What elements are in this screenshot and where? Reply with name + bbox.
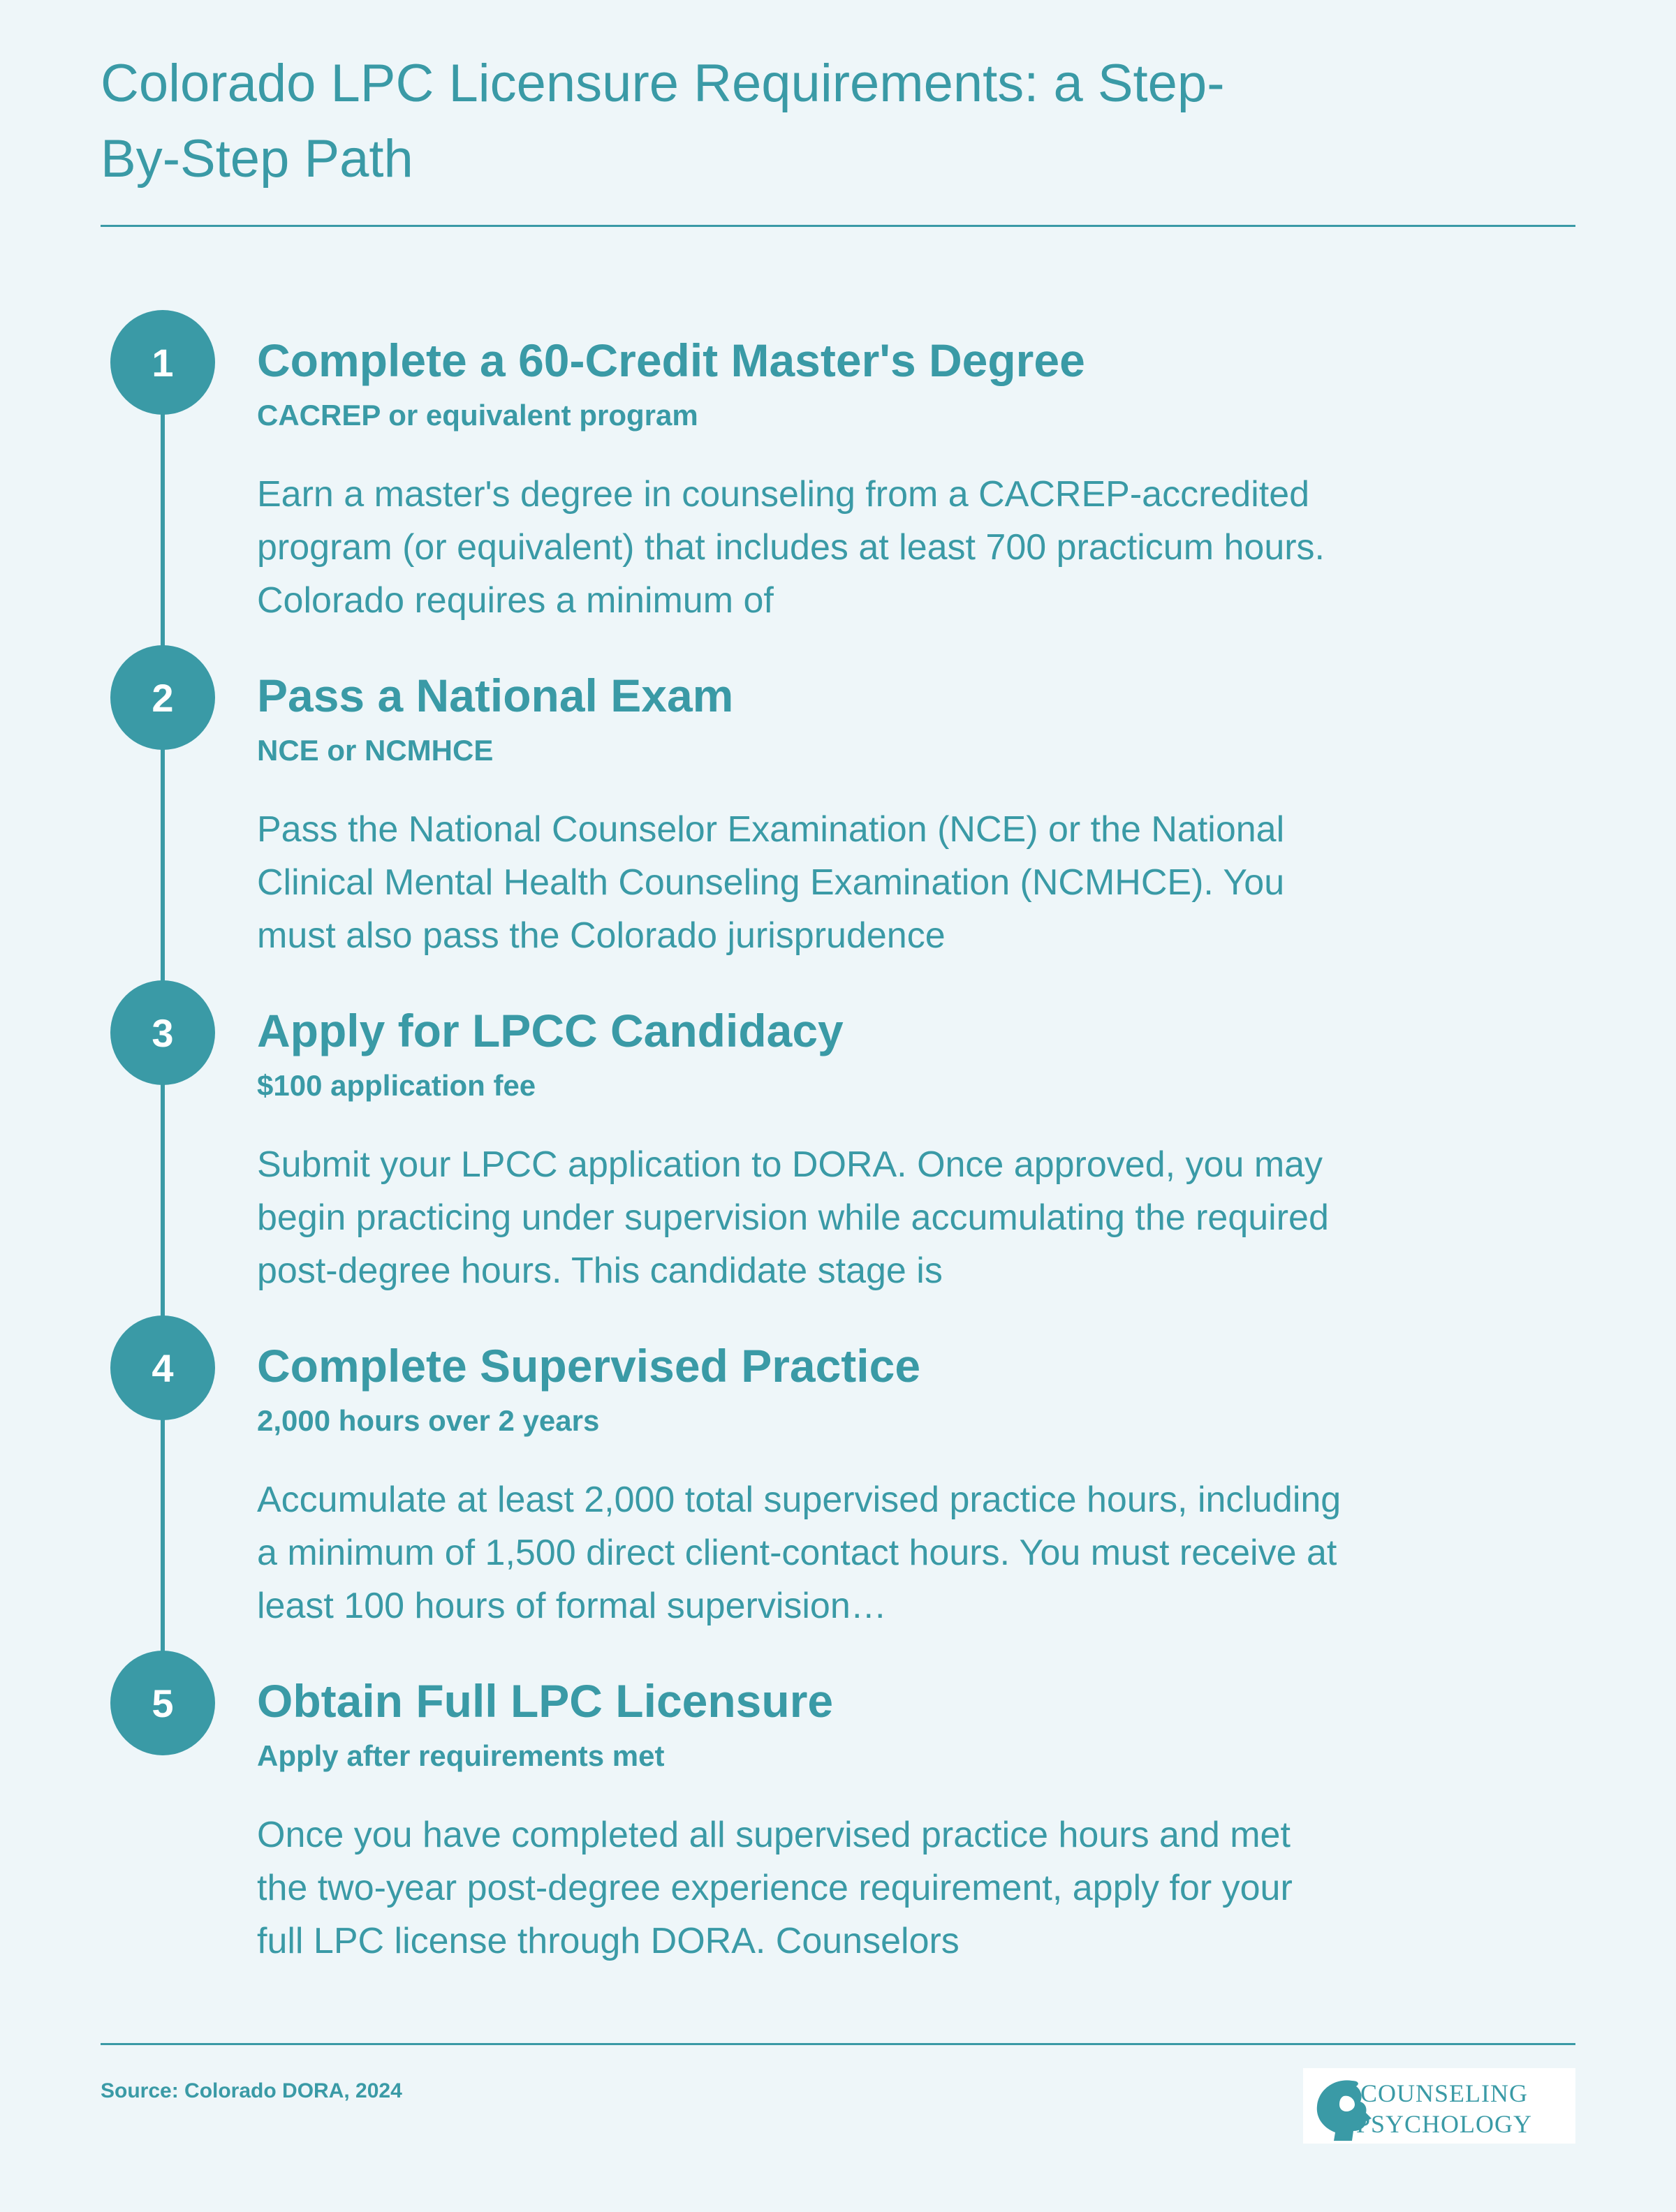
- step-subtitle: CACREP or equivalent program: [257, 399, 698, 432]
- source-note: Source: Colorado DORA, 2024: [101, 2079, 402, 2102]
- step-description: Submit your LPCC application to DORA. Once approved, you may begin practicing under supervision while accumulating the required post-degree hours. This candidate stage is: [257, 1144, 1329, 1291]
- step-description: Once you have completed all supervised practice hours and met the two-year post-degree experience requirement, apply for your full LPC license through DORA. Counselors: [257, 1815, 1293, 1961]
- step-subtitle: 2,000 hours over 2 years: [257, 1404, 600, 1437]
- step-subtitle: NCE or NCMHCE: [257, 734, 494, 767]
- step-description: Accumulate at least 2,000 total supervised practice hours, including a minimum of 1,500 direct client-contact hours. You must receive at least 100 hours of formal supervision…: [257, 1480, 1341, 1626]
- step-title: Obtain Full LPC Licensure: [257, 1675, 834, 1727]
- step-number-badge: 4: [110, 1315, 215, 1420]
- logo-line-2: PSYCHOLOGY: [1356, 2110, 1533, 2138]
- brand-logo-mark: [1303, 2068, 1575, 2144]
- step-number-badge: 2: [110, 645, 215, 750]
- step-number-badge: 3: [110, 980, 215, 1085]
- step-title: Pass a National Exam: [257, 670, 734, 721]
- brand-logo: [1303, 2068, 1575, 2144]
- footer-divider: [101, 2043, 1575, 2045]
- step-title: Apply for LPCC Candidacy: [257, 1005, 844, 1056]
- step-title: Complete a 60-Credit Master's Degree: [257, 334, 1085, 386]
- step-number-badge: 1: [110, 310, 215, 415]
- page-title: Colorado LPC Licensure Requirements: a Step-By-Step Path: [101, 54, 1225, 189]
- logo-line-1: COUNSELING: [1360, 2079, 1528, 2107]
- step-description: Earn a master's degree in counseling from a CACREP-accredited program (or equivalent) that includes at least 700 practicum hours. Colorado requires a minimum of: [257, 474, 1325, 621]
- step-number-badge: 5: [110, 1651, 215, 1755]
- step-title: Complete Supervised Practice: [257, 1340, 921, 1392]
- step-subtitle: $100 application fee: [257, 1069, 536, 1102]
- title-divider: [101, 225, 1575, 227]
- step-subtitle: Apply after requirements met: [257, 1739, 665, 1772]
- step-description: Pass the National Counselor Examination (NCE) or the National Clinical Mental Health Counseling Examination (NCMHCE). You must also pass the Colorado jurisprudence: [257, 809, 1285, 956]
